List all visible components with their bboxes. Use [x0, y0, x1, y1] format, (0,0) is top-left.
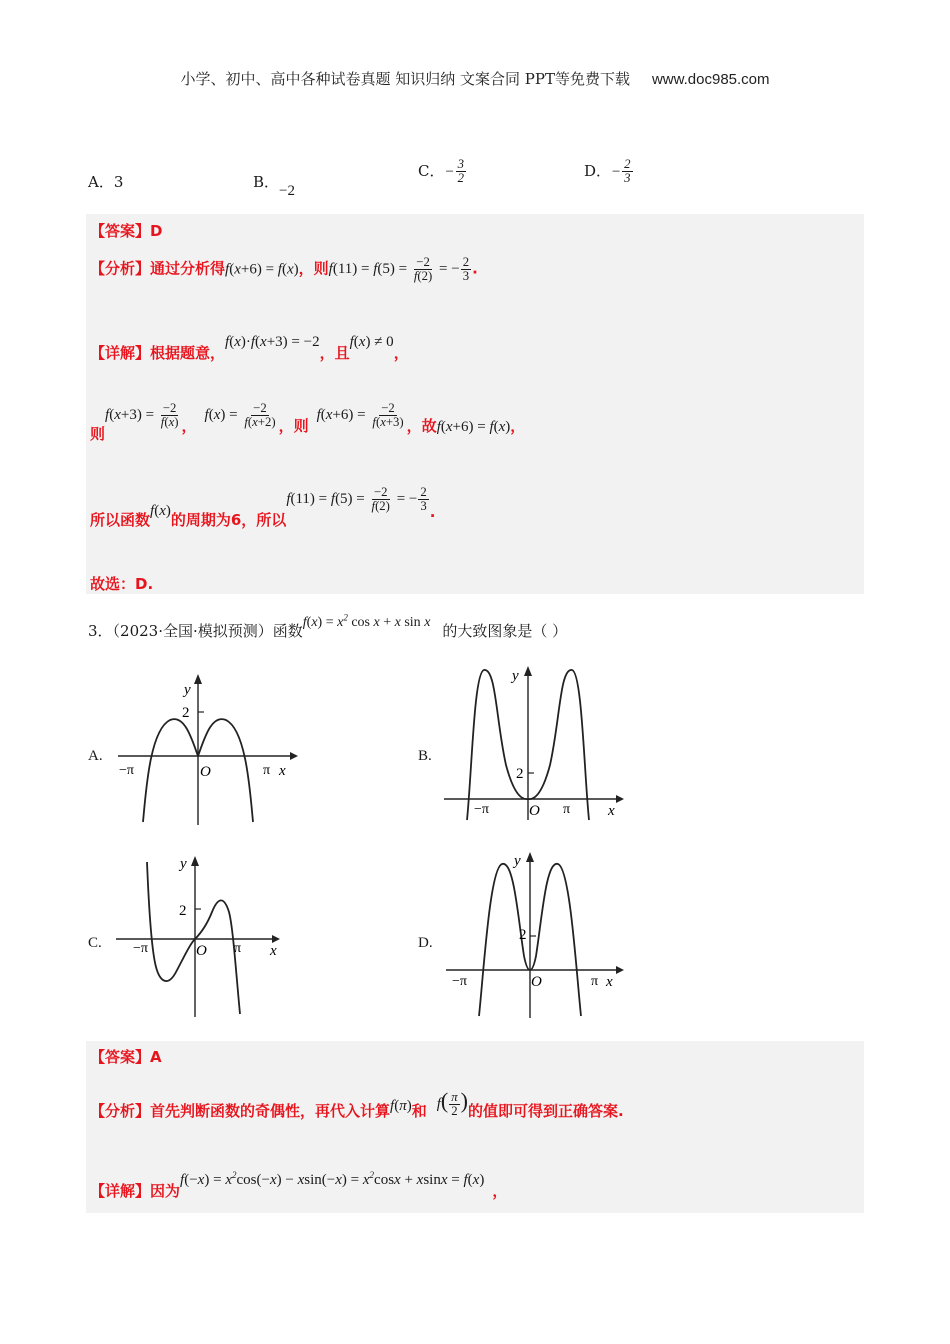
graph-b-x-arrow [616, 795, 624, 803]
graph-b-pi: π [563, 802, 571, 817]
graph-a-tick-label: 2 [182, 705, 190, 721]
graph-a-x-arrow [290, 752, 298, 760]
graph-b-label: B. [418, 748, 432, 764]
graph-c-tick-label: 2 [179, 903, 187, 919]
graph-a [110, 670, 300, 830]
graph-c-label: C. [88, 935, 102, 951]
graph-d-x-arrow [616, 966, 624, 974]
graph-c-x-arrow [272, 935, 280, 943]
graph-a-label: A. [88, 748, 103, 764]
graph-a-origin: O [200, 764, 211, 780]
graph-a-neg-pi: −π [119, 763, 134, 778]
header-text: 小学、初中、高中各种试卷真题 知识归纳 文案合同 PPT等免费下载 [180, 70, 630, 88]
graph-c-origin: O [196, 943, 207, 959]
q2-detail: 【详解】根据题意，f(x)·f(x+3) = −2，且f(x) ≠ 0， [90, 334, 409, 362]
option-d: D．− $\frac{2}{3}$ [584, 157, 631, 186]
graph-c-y-label: y [180, 856, 187, 872]
option-c: C．− $\frac{3}{2}$ [418, 157, 464, 186]
graph-d-neg-pi: −π [452, 974, 467, 989]
q2-final: 故选：D. [90, 575, 154, 593]
graph-c-curve [147, 862, 240, 1014]
graph-a-pi: π [263, 763, 271, 778]
graph-a-x-label: x [279, 763, 286, 779]
q2-detail-line2: 则f(x+3) = $\frac{-2}{f(x)}$ ，f(x) = $\frac{-2}{f(x+2)}$ ，则f(x+6) = $\frac{-2}{f(x+3)}$ ，故f(x+6) = f(x)， [90, 401, 526, 444]
graph-b-y-arrow [524, 666, 532, 676]
graph-c [110, 852, 290, 1020]
graph-c-y-arrow [191, 856, 199, 866]
q3-question: 3．（2023·全国·模拟预测）函数$f(x) = x^2$ cos x + x sin x 的大致图象是（ ） [88, 612, 568, 640]
graph-a-y-arrow [194, 674, 202, 684]
graph-d-x-label: x [606, 974, 613, 990]
q2-analysis: 【分析】通过分析得f(x+6) = f(x)，则f(11) = f(5) = $\frac{-2}{f(2)}$ = − $\frac{2}{3}$ . [90, 255, 478, 284]
graph-d-label: D. [418, 935, 433, 951]
graph-b-neg-pi: −π [474, 802, 489, 817]
option-a: A．3 [88, 173, 124, 191]
graph-d-tick-label: 2 [519, 927, 527, 943]
graph-d-y-label: y [514, 853, 521, 869]
graph-b-tick-label: 2 [516, 766, 524, 782]
graph-c-neg-pi: −π [133, 941, 148, 956]
header-site: www.doc985.com [651, 71, 770, 88]
graph-d-origin: O [531, 974, 542, 990]
graph-c-x-label: x [270, 943, 277, 959]
page-header [0, 68, 950, 89]
graph-d [440, 848, 630, 1020]
graph-b [440, 660, 630, 822]
option-b: B．−2 [253, 173, 295, 199]
q3-answer: 【答案】A [90, 1048, 162, 1066]
graph-c-pi: π [234, 941, 242, 956]
graph-b-origin: O [529, 803, 540, 819]
graph-a-y-label: y [184, 682, 191, 698]
graph-d-y-arrow [526, 852, 534, 862]
graph-d-pi: π [591, 974, 599, 989]
graph-b-x-label: x [608, 803, 615, 819]
q3-detail: 【详解】因为$f(-x) = x^2\cos(-x) - xsin(-x) = x^2\cos x + xsinx = f(x)$， [90, 1170, 508, 1200]
q2-answer: 【答案】D [90, 222, 163, 240]
q2-period: 所以函数f(x)的周期为6，所以f(11) = f(5) = $\frac{-2}{f(2)}$ = − $\frac{2}{3}$ . [90, 485, 436, 530]
graph-b-y-label: y [512, 668, 519, 684]
q3-analysis: 【分析】首先判断函数的奇偶性，再代入计算f(π)和 f( $\frac{\pi}{2}$ )的值即可得到正确答案. [90, 1088, 624, 1120]
